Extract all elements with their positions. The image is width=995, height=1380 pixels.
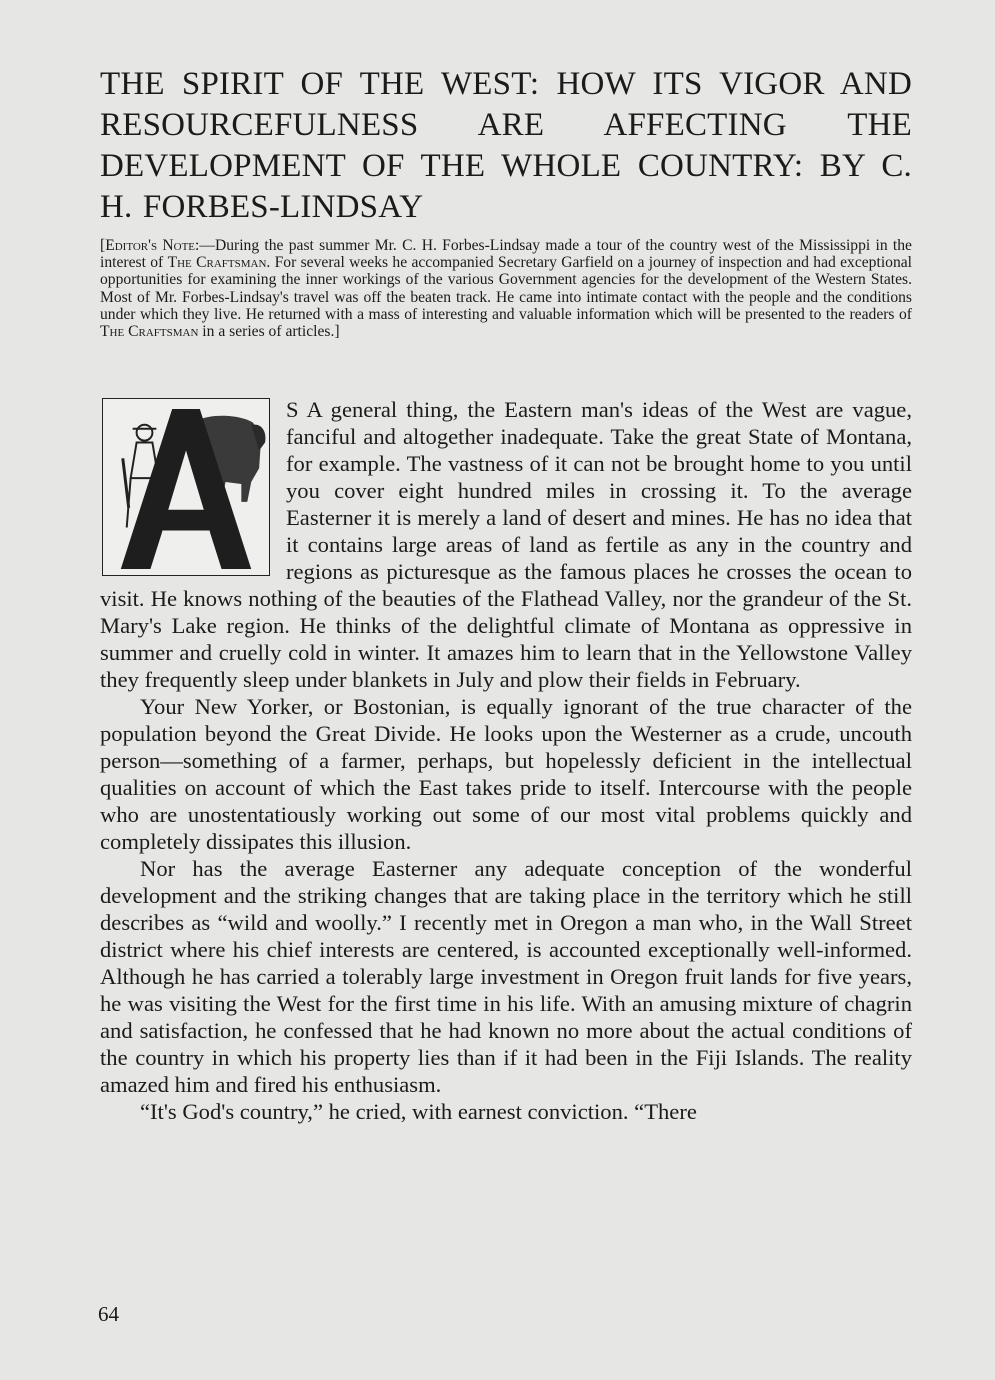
magazine-name: The Craftsman [100,323,199,341]
article-title: THE SPIRIT OF THE WEST: HOW ITS VIGOR AND RESOURCEFULNESS ARE AFFECTING THE DEVELOPMENT OF THE WHOLE COUNTRY: BY C. H. FORBES-LINDSAY [100,66,912,225]
editors-note-open: [ [100,237,106,254]
article-body [100,396,912,1125]
drop-cap-artwork [103,399,269,575]
drop-cap-illustration [102,398,270,576]
paragraph-4: “It's God's country,” he cried, with earnest conviction. “There [140,1099,697,1124]
editors-note-label: Editor's Note: [105,237,200,254]
paragraph-3: Nor has the average Easterner any adequate conception of the wonderful development and the striking changes that are taking place in the territory which he still describes as “wild and woolly.” I recently met in Oregon a man who, in the Wall Street district where his chief interests are centered, is accounted exceptionally well-informed. Although he has carried a tolerably large investment in Oregon fruit lands for five years, he was visiting the West for the first time in his life. With an amusing mixture of chagrin and satisfaction, he confessed that he had known no more about the actual conditions of the country in which his property lies than if it had been in the Fiji Islands. The reality amazed him and fired his enthusiasm. [100,856,912,1097]
editors-note-text-2: . For several weeks he accompanied Secretary Garfield on a journey of inspection and had exceptional opportunities for examining the inner workings of the various Government agencies for the development of the Western States. Most of Mr. Forbes-Lindsay's travel was off the beaten track. He came into intimate contact with the people and the conditions under which they live. He returned with a mass of interesting and valuable information which will be presented to the readers of [100,254,912,323]
editors-note-text-1: —During the past summer Mr. C. H. Forbes-Lindsay made a tour of the country west of the Mississippi in the interest of [100,237,912,272]
paragraph-1: S A general thing, the Eastern man's ideas of the West are vague, fanciful and altogether inadequate. Take the great State of Montana, for example. The vastness of it can not be brought home to you until you cover eight hundred miles in crossing it. To the average Easterner it is merely a land of desert and mines. He has no idea that it contains large areas of land as fertile as any in the country and regions as picturesque as the famous places he crosses the ocean to visit. He knows nothing of the beauties of the Flathead Valley, nor the grandeur of the St. Mary's Lake region. He thinks of the delightful climate of Montana as oppressive in summer and cruelly cold in winter. It amazes him to learn that in the Yellowstone Valley they frequently sleep under blankets in July and plow their fields in February. [100,397,912,692]
page-number: 64 [98,1302,119,1326]
editors-note [100,237,912,340]
magazine-name: The Craftsman [167,254,267,272]
paragraph-2: Your New Yorker, or Bostonian, is equally ignorant of the true character of the population beyond the Great Divide. He looks upon the Westerner as a crude, uncouth person—something of a farmer, perhaps, but hopelessly deficient in the intellectual qualities on account of which the East takes pride to itself. Intercourse with the people who are unostentatiously working out some of our most vital problems quickly and completely dissipates this illusion. [100,694,912,854]
editors-note-text-3: in a series of articles.] [198,323,340,341]
